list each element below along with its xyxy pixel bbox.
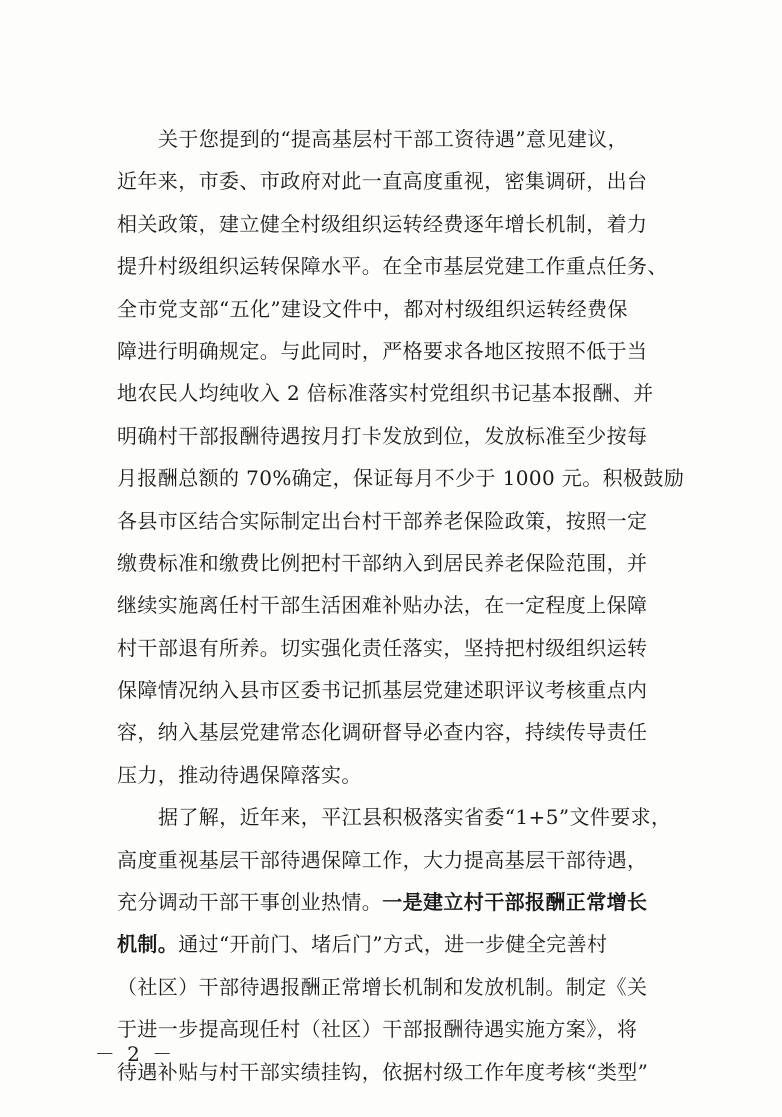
paragraph-2-line: 待遇补贴与村干部实绩挂钩，依据村级工作年度考核“类型” bbox=[117, 1059, 649, 1084]
page-number: － 2 － bbox=[94, 1042, 176, 1066]
paragraph-2-bold-heading: 机制。 bbox=[117, 932, 179, 957]
paragraph-1-line: 保障情况纳入县市区委书记抓基层党建述职评议考核重点内 bbox=[117, 678, 648, 703]
paragraph-2-text: 充分调动干部干事创业热情。 bbox=[117, 890, 383, 915]
paragraph-2-line: 高度重视基层干部待遇保障工作，大力提高基层干部待遇， bbox=[117, 847, 648, 872]
paragraph-2-line: 据了解，近年来，平江县积极落实省委“1+5”文件要求， bbox=[158, 805, 672, 830]
body-text bbox=[117, 118, 709, 1093]
paragraph-1-line: 容，纳入基层党建常态化调研督导必查内容，持续传导责任 bbox=[117, 720, 648, 745]
paragraph-2-line: 于进一步提高现任村（社区）干部报酬待遇实施方案》，将 bbox=[117, 1017, 638, 1042]
paragraph-1-line: 地农民人均纯收入 2 倍标准落实村党组织书记基本报酬、并 bbox=[117, 381, 654, 406]
paragraph-1-line: 近年来，市委、市政府对此一直高度重视，密集调研，出台 bbox=[117, 169, 648, 194]
paragraph-1-line: 村干部退有所养。切实强化责任落实，坚持把村级组织运转 bbox=[117, 635, 648, 660]
paragraph-1-line: 关于您提到的“提高基层村干部工资待遇”意见建议， bbox=[158, 127, 629, 151]
paragraph-2-bold-heading: 一是建立村干部报酬正常增长 bbox=[382, 890, 648, 915]
paragraph-1-line: 压力，推动待遇保障落实。 bbox=[117, 762, 362, 787]
paragraph-1-line: 各县市区结合实际制定出台村干部养老保险政策，按照一定 bbox=[117, 508, 648, 533]
paragraph-2-text: 通过“开前门、堵后门”方式，进一步健全完善村 bbox=[178, 932, 608, 957]
paragraph-1-line: 全市党支部“五化”建设文件中，都对村级组织运转经费保 bbox=[117, 296, 628, 321]
paragraph-1-line: 明确村干部报酬待遇按月打卡发放到位，发放标准至少按每 bbox=[117, 423, 648, 448]
paragraph-2-line bbox=[117, 923, 709, 965]
paragraph-2-line: （社区）干部待遇报酬正常增长机制和发放机制。制定《关 bbox=[117, 974, 648, 999]
paragraph-1-line: 提升村级组织运转保障水平。在全市基层党建工作重点任务、 bbox=[117, 254, 668, 279]
paragraph-2-line bbox=[117, 881, 709, 923]
paragraph-1-line: 障进行明确规定。与此同时，严格要求各地区按照不低于当 bbox=[117, 338, 648, 363]
paragraph-1-line: 月报酬总额的 70%确定，保证每月不少于 1000 元。积极鼓励 bbox=[117, 466, 685, 491]
paragraph-1-line: 缴费标准和缴费比例把村干部纳入到居民养老保险范围，并 bbox=[117, 550, 648, 575]
paragraph-1-line: 继续实施离任村干部生活困难补贴办法，在一定程度上保障 bbox=[117, 593, 648, 618]
paragraph-1-line: 相关政策，建立健全村级组织运转经费逐年增长机制，着力 bbox=[117, 211, 648, 236]
